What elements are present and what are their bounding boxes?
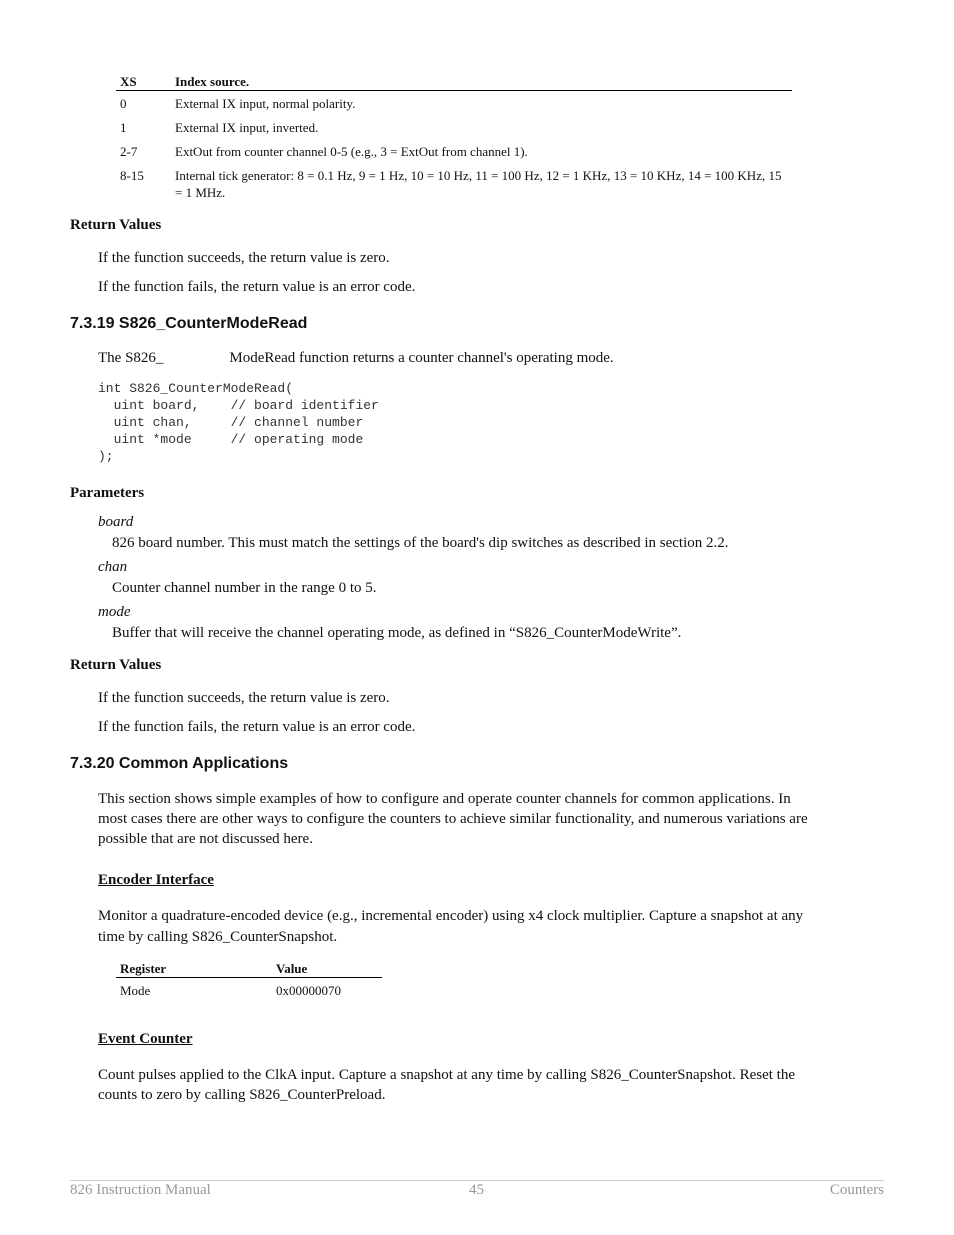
table-cell: Mode [120, 983, 151, 998]
return-success-text: If the function succeeds, the return value is zero. [98, 690, 390, 706]
table-cell: Internal tick generator: 8 = 0.1 Hz, 9 = 1 Hz, 10 = 10 Hz, 11 = 100 Hz, 12 = 1 KHz, 13 = 10 KHz, 14 = 100 KHz, 15 = 1 MHz. [175, 168, 782, 200]
table-cell: 8-15 [120, 168, 144, 183]
column-header-index-source: Index source. [171, 74, 792, 91]
return-values-heading: Return Values [70, 657, 162, 673]
register-table [116, 961, 382, 999]
encoder-description-line: time by calling S826_CounterSnapshot. [98, 929, 338, 945]
table-cell: ExtOut from counter channel 0-5 (e.g., 3 = ExtOut from channel 1). [175, 144, 528, 159]
column-header-register: Register [116, 961, 272, 978]
param-name-board: board [98, 514, 134, 530]
table-row [116, 978, 382, 1000]
section-title-7-3-20: 7.3.20 Common Applications [70, 755, 289, 772]
return-values-heading: Return Values [70, 217, 162, 233]
return-failure-text: If the function fails, the return value is an error code. [98, 279, 416, 295]
event-counter-description-line: counts to zero by calling S826_CounterPreload. [98, 1087, 386, 1103]
section-title-7-3-19: 7.3.19 S826_CounterModeRead [70, 315, 308, 332]
table-cell: 2-7 [120, 144, 138, 159]
return-failure-text: If the function fails, the return value is an error code. [98, 719, 416, 735]
table-row [116, 115, 792, 139]
param-name-chan: chan [98, 559, 128, 575]
table-cell: 0 [120, 96, 127, 111]
table-cell: 0x00000070 [276, 983, 341, 998]
table-cell: External IX input, normal polarity. [175, 96, 356, 111]
encoder-interface-title: Encoder Interface [98, 872, 214, 888]
footer-page-number: 45 [469, 1182, 484, 1198]
section-intro [98, 348, 614, 368]
table-cell: 1 [120, 120, 127, 135]
event-counter-description-line: Count pulses applied to the ClkA input. Capture a snapshot at any time by calling S826_CounterSnapshot. Reset the [98, 1067, 796, 1083]
param-desc-board: 826 board number. This must match the settings of the board's dip switches as described in section 2.2. [112, 535, 729, 551]
event-counter-title: Event Counter [98, 1031, 193, 1047]
parameters-heading: Parameters [70, 485, 145, 501]
table-header-row [116, 74, 792, 91]
footer-divider [70, 1180, 884, 1181]
footer-section-name: Counters [829, 1182, 884, 1198]
function-signature-code: int S826_CounterModeRead( uint board, // board identifier uint chan, // channel number uint *mode // operating mode ); [98, 381, 379, 464]
section-intro-line: most cases there are other ways to configure the counters to achieve similar functionality, and numerous variations are [98, 811, 808, 827]
table-row [116, 163, 792, 204]
intro-prefix: The S826_ [98, 350, 164, 366]
section-intro-line: possible that are not discussed here. [98, 831, 313, 847]
param-desc-mode: Buffer that will receive the channel operating mode, as defined in “S826_CounterModeWrite”. [112, 625, 682, 641]
intro-suffix: ModeRead function returns a counter channel's operating mode. [229, 350, 614, 366]
param-desc-chan: Counter channel number in the range 0 to 5. [112, 580, 377, 596]
return-success-text: If the function succeeds, the return value is zero. [98, 250, 390, 266]
index-source-table [116, 74, 792, 204]
table-header-row [116, 961, 382, 978]
encoder-description-line: Monitor a quadrature-encoded device (e.g., incremental encoder) using x4 clock multiplier. Capture a snapshot at any [98, 908, 804, 924]
column-header-value: Value [272, 961, 382, 978]
section-intro-line: This section shows simple examples of how to configure and operate counter channels for common applications. In [98, 791, 791, 807]
table-row [116, 139, 792, 163]
column-header-xs: XS [116, 74, 171, 91]
param-name-mode: mode [98, 604, 131, 620]
footer-manual-title: 826 Instruction Manual [70, 1182, 211, 1198]
table-cell: External IX input, inverted. [175, 120, 319, 135]
table-row [116, 91, 792, 116]
